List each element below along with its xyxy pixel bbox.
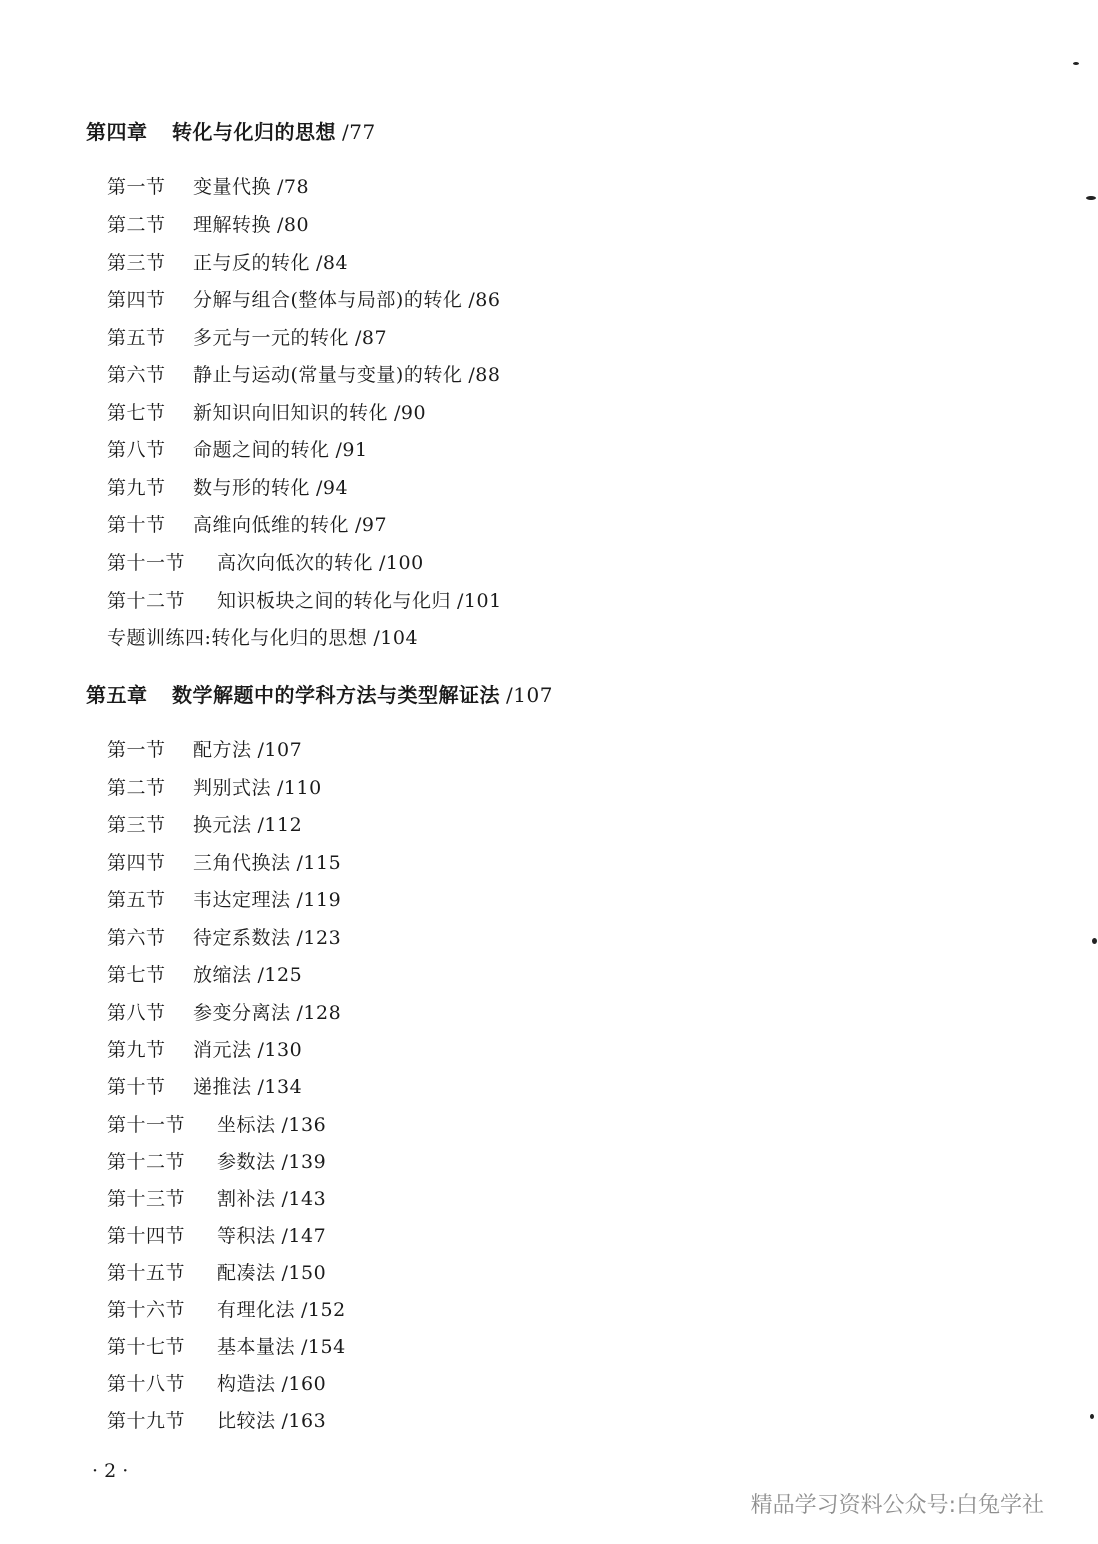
chapter-number: 第四章 (86, 120, 148, 144)
section-number: 第八节 (107, 1002, 166, 1024)
section-title: 消元法 (193, 1039, 252, 1061)
scan-speck (1073, 62, 1079, 65)
section-title: 递推法 (193, 1076, 252, 1098)
section-page: /154 (301, 1336, 346, 1358)
section-title: 参变分离法 (193, 1002, 291, 1024)
section-number: 第十五节 (107, 1262, 186, 1284)
chapter-title: 数学解题中的学科方法与类型解证法 (172, 683, 500, 707)
toc-entry (107, 773, 322, 800)
section-title: 高次向低次的转化 (217, 552, 374, 574)
section-title: 静止与运动(常量与变量)的转化 (193, 364, 463, 386)
section-number: 第三节 (107, 814, 166, 836)
section-title: 命题之间的转化 (193, 439, 330, 461)
toc-entry (107, 435, 368, 462)
toc-entry (107, 285, 500, 312)
section-page: /112 (257, 814, 303, 836)
section-page: /91 (335, 439, 368, 461)
section-number: 第十七节 (107, 1336, 186, 1358)
toc-entry (107, 1332, 346, 1359)
section-number: 第十二节 (107, 590, 186, 612)
section-page: /101 (457, 590, 502, 612)
section-page: /139 (281, 1151, 327, 1173)
section-number: 第六节 (107, 927, 166, 949)
page-number: · 2 · (92, 1460, 129, 1482)
section-number: 第十节 (107, 514, 166, 536)
scan-speck (1086, 196, 1096, 200)
section-page: /100 (379, 552, 424, 574)
section-number: 第七节 (107, 964, 166, 986)
chapter-page: /77 (342, 120, 376, 144)
section-page: /97 (355, 514, 388, 536)
section-title: 知识板块之间的转化与化归 (217, 590, 452, 612)
section-number: 第七节 (107, 402, 166, 424)
toc-entry (107, 960, 302, 987)
toc-entry (107, 998, 341, 1025)
toc-entry (107, 510, 387, 537)
section-page: /86 (468, 289, 501, 311)
section-page: /136 (281, 1114, 327, 1136)
section-number: 第十节 (107, 1076, 166, 1098)
toc-entry (107, 810, 302, 837)
toc-entry (107, 848, 341, 875)
section-title: 构造法 (217, 1373, 276, 1395)
section-page: /160 (281, 1373, 327, 1395)
section-title: 分解与组合(整体与局部)的转化 (193, 289, 463, 311)
toc-entry (107, 548, 424, 575)
section-title: 新知识向旧知识的转化 (193, 402, 389, 424)
section-page: /123 (296, 927, 342, 949)
section-number: 第十六节 (107, 1299, 186, 1321)
chapter-title: 转化与化归的思想 (172, 120, 336, 144)
section-number: 第二节 (107, 777, 166, 799)
toc-entry (107, 248, 348, 275)
section-page: /87 (355, 327, 388, 349)
toc-entry (107, 1258, 326, 1285)
section-title: 配方法 (193, 739, 252, 761)
section-title: 换元法 (193, 814, 252, 836)
section-page: /125 (257, 964, 303, 986)
section-page: /147 (281, 1225, 327, 1247)
toc-entry (107, 323, 387, 350)
section-page: /150 (281, 1262, 327, 1284)
special-page: /104 (373, 627, 419, 649)
section-page: /94 (316, 477, 349, 499)
section-page: /130 (257, 1039, 303, 1061)
section-page: /110 (277, 777, 322, 799)
section-title: 割补法 (217, 1188, 276, 1210)
section-title: 基本量法 (217, 1336, 296, 1358)
toc-entry (107, 1035, 302, 1062)
toc-entry (107, 586, 502, 613)
section-title: 数与形的转化 (193, 477, 311, 499)
section-title: 判别式法 (193, 777, 272, 799)
toc-entry (107, 172, 309, 199)
section-number: 第十九节 (107, 1410, 186, 1432)
section-title: 放缩法 (193, 964, 252, 986)
toc-entry (107, 1147, 326, 1174)
section-title: 高维向低维的转化 (193, 514, 350, 536)
section-number: 第二节 (107, 214, 166, 236)
toc-entry (107, 1295, 346, 1322)
toc-entry (107, 210, 309, 237)
section-page: /152 (301, 1299, 346, 1321)
scan-speck (1092, 938, 1097, 944)
section-page: /128 (296, 1002, 342, 1024)
chapter-number: 第五章 (86, 683, 148, 707)
toc-entry (107, 1406, 326, 1433)
section-title: 比较法 (217, 1410, 276, 1432)
section-title: 待定系数法 (193, 927, 291, 949)
section-page: /134 (257, 1076, 303, 1098)
section-number: 第十四节 (107, 1225, 186, 1247)
section-title: 变量代换 (193, 176, 272, 198)
section-number: 第五节 (107, 327, 166, 349)
section-page: /163 (281, 1410, 327, 1432)
scan-speck (1090, 1414, 1094, 1419)
toc-entry (107, 398, 426, 425)
section-page: /88 (468, 364, 501, 386)
chapter-page: /107 (506, 683, 553, 707)
section-number: 第十二节 (107, 1151, 186, 1173)
section-number: 第五节 (107, 889, 166, 911)
section-number: 第十一节 (107, 552, 186, 574)
section-title: 韦达定理法 (193, 889, 291, 911)
toc-entry (107, 735, 302, 762)
section-page: /90 (394, 402, 427, 424)
section-number: 第十一节 (107, 1114, 186, 1136)
section-number: 第十三节 (107, 1188, 186, 1210)
section-page: /143 (281, 1188, 327, 1210)
toc-entry (107, 473, 348, 500)
section-page: /115 (296, 852, 342, 874)
section-title: 多元与一元的转化 (193, 327, 350, 349)
section-number: 第四节 (107, 289, 166, 311)
watermark-text: 精品学习资料公众号:白兔学社 (750, 1493, 1044, 1518)
toc-entry (107, 1369, 326, 1396)
special-training-entry (107, 623, 418, 650)
section-number: 第一节 (107, 739, 166, 761)
section-page: /84 (316, 252, 349, 274)
section-number: 第四节 (107, 852, 166, 874)
toc-entry (107, 1110, 326, 1137)
section-number: 第九节 (107, 477, 166, 499)
toc-entry (107, 1072, 302, 1099)
special-title: 专题训练四:转化与化归的思想 (107, 627, 368, 649)
section-page: /107 (257, 739, 303, 761)
chapter-heading-4 (86, 116, 376, 145)
section-number: 第一节 (107, 176, 166, 198)
section-title: 坐标法 (217, 1114, 276, 1136)
section-title: 参数法 (217, 1151, 276, 1173)
section-number: 第六节 (107, 364, 166, 386)
section-title: 理解转换 (193, 214, 272, 236)
toc-entry (107, 360, 500, 387)
section-number: 第十八节 (107, 1373, 186, 1395)
section-title: 正与反的转化 (193, 252, 311, 274)
section-number: 第八节 (107, 439, 166, 461)
toc-entry (107, 1184, 326, 1211)
section-title: 有理化法 (217, 1299, 296, 1321)
section-page: /78 (277, 176, 310, 198)
chapter-heading-5 (86, 679, 553, 708)
section-page: /80 (277, 214, 310, 236)
section-title: 等积法 (217, 1225, 276, 1247)
section-title: 三角代换法 (193, 852, 291, 874)
section-page: /119 (296, 889, 342, 911)
section-title: 配凑法 (217, 1262, 276, 1284)
toc-entry (107, 885, 341, 912)
toc-entry (107, 1221, 326, 1248)
section-number: 第三节 (107, 252, 166, 274)
section-number: 第九节 (107, 1039, 166, 1061)
toc-entry (107, 923, 341, 950)
